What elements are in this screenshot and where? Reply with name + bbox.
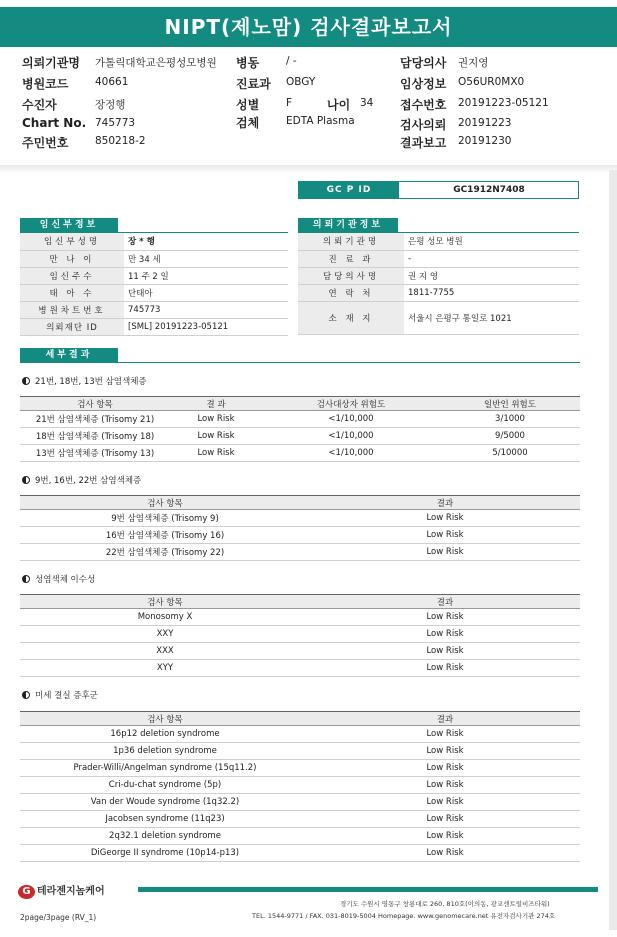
physician: 권지영 [458,57,489,69]
info-key: 의뢰기관명 [298,233,404,250]
table-row [298,233,579,250]
specimen-label: 검체 [236,116,260,130]
ordering-institution-label: 의뢰기관명 [22,56,80,70]
cell: Low Risk [310,828,580,845]
half-circle-icon [22,377,30,385]
table-header [20,595,580,609]
table-header [20,397,580,411]
cell: Monosomy X [20,609,310,626]
table-row [20,643,580,660]
section4-title-text: 미세 결실 증후군 [35,691,98,701]
table-row [20,811,580,828]
table-header [20,712,580,726]
cell: XXY [20,626,310,643]
cell: Low Risk [310,760,580,777]
cell: Low Risk [310,643,580,660]
table-row [298,250,579,267]
table-row [20,250,288,267]
cell: 16번 삼염색체증 (Trisomy 16) [20,527,310,544]
column-header: 결과 [310,712,580,726]
table-row [20,428,580,445]
clinical-info: O56UR0MX0 [458,76,525,88]
department: OBGY [286,76,316,88]
table-row [20,318,288,335]
cell: Low Risk [170,411,262,428]
cell: Low Risk [310,845,580,862]
info-value: 권 지 영 [404,267,579,284]
table-row [20,726,580,743]
info-key: 소 재 지 [298,301,404,334]
table-row [20,626,580,643]
info-value: 은평 성모 병원 [404,233,579,250]
footer-address: 경기도 수원시 영통구 창룡대로 260, 810호(이의동, 광교센트럴비즈타워) [340,900,550,908]
pregnant-info-heading: 임신부정보 [20,218,118,232]
cell: Prader-Willi/Angelman syndrome (15q11.2) [20,760,310,777]
physician-label: 담당의사 [400,56,447,70]
cell: Low Risk [170,445,262,462]
report-header [0,48,617,164]
cell: Low Risk [310,777,580,794]
cell: 2q32.1 deletion syndrome [20,828,310,845]
table-row [20,794,580,811]
info-key: 의뢰재단 ID [20,318,124,335]
info-value: 만 34 세 [124,250,288,267]
department-label: 진료과 [236,77,271,91]
info-key: 담당의사명 [298,267,404,284]
table-row [20,267,288,284]
footer-contact: TEL. 1544-9771 / FAX. 031-8019-5004 Homepage. www.genomecare.net 유전자검사기관 274호 [252,912,556,920]
table-row [20,828,580,845]
section3-title [22,573,95,585]
cell: Low Risk [310,811,580,828]
table-row [298,284,579,301]
chart-no-label: Chart No. [22,116,87,130]
cell: Low Risk [170,428,262,445]
table-row [20,609,580,626]
cell: <1/10,000 [262,445,440,462]
clinical-info-label: 임상정보 [400,77,447,91]
resident-no-label: 주민번호 [22,136,69,150]
cell: Low Risk [310,626,580,643]
table-row [20,544,580,561]
specimen: EDTA Plasma [286,115,355,127]
cell: 5/10000 [440,445,580,462]
cell: Low Risk [310,794,580,811]
table-row [20,510,580,527]
column-header: 검사 항목 [20,712,310,726]
column-header: 검사 항목 [20,496,310,510]
table-row [20,777,580,794]
cell: 22번 삼염색체증 (Trisomy 22) [20,544,310,561]
cell: 13번 삼염색체증 (Trisomy 13) [20,445,170,462]
info-value: - [404,250,579,267]
table-row [20,527,580,544]
column-header: 검사 항목 [20,397,170,411]
detail-heading: 세부결과 [20,348,118,362]
sex: F [286,97,293,109]
info-value: 장 * 행 [124,233,288,250]
half-circle-icon [22,691,30,699]
cell: Low Risk [310,743,580,760]
sex-label: 성별 [236,98,260,112]
age-label: 나이 [327,98,351,112]
section2-title-text: 9번, 16번, 22번 삼염색체증 [35,476,142,486]
cell: 16p12 deletion syndrome [20,726,310,743]
section1-table [20,396,580,462]
cell: 9/5000 [440,428,580,445]
section3-table [20,594,580,677]
cell: 21번 삼염색체증 (Trisomy 21) [20,411,170,428]
section1-title-text: 21번, 18번, 13번 삼염색체증 [35,377,147,387]
pregnant-info-table [20,233,288,336]
section4-title [22,689,98,701]
collector-label: 수진자 [22,98,57,112]
hospital-code-label: 병원코드 [22,77,69,91]
report-date-label: 결과보고 [400,136,447,150]
ordering-institution: 가톨릭대학교은평성모병원 [95,57,217,69]
cell: XYY [20,660,310,677]
cell: Low Risk [310,544,580,561]
info-key: 만 나 이 [20,250,124,267]
institution-info-table [298,233,579,335]
cell: Jacobsen syndrome (11q23) [20,811,310,828]
table-header [20,496,580,510]
section3-title-text: 성염색체 이수성 [35,575,96,585]
column-header: 검사 항목 [20,595,310,609]
cell: Low Risk [310,527,580,544]
cell: Low Risk [310,510,580,527]
info-value: 11 주 2 일 [124,267,288,284]
table-row [298,301,579,334]
gcpid-value: GC1912N7408 [453,185,525,195]
table-row [20,660,580,677]
cell: Low Risk [310,609,580,626]
table-row [20,743,580,760]
request-date: 20191223 [458,117,512,129]
info-key: 태 아 수 [20,284,124,301]
detail-rule [20,362,580,363]
gcpid-label: GC P ID [299,182,399,198]
info-value: [SML] 20191223-05121 [124,318,288,335]
table-row [20,445,580,462]
column-header: 검사대상자 위험도 [262,397,440,411]
table-row [20,760,580,777]
table-row [20,845,580,862]
info-key: 진 료 과 [298,250,404,267]
info-key: 임신부성명 [20,233,124,250]
hospital-code: 40661 [95,76,129,88]
table-row [20,233,288,250]
report-date: 20191230 [458,135,512,147]
company-logo [18,882,105,899]
resident-no: 850218-2 [95,135,146,147]
table-row [20,411,580,428]
reception-no-label: 접수번호 [400,98,447,112]
info-key: 임신주수 [20,267,124,284]
half-circle-icon [22,476,30,484]
ward: / - [286,55,297,67]
info-value: 745773 [124,301,288,318]
table-row [298,267,579,284]
cell: XXX [20,643,310,660]
cell: 3/1000 [440,411,580,428]
cell: Cri-du-chat syndrome (5p) [20,777,310,794]
collector: 장정행 [95,99,126,111]
footer-rule [138,887,598,892]
section4-table [20,711,580,862]
cell: 9번 삼염색체증 (Trisomy 9) [20,510,310,527]
cell: Van der Woude syndrome (1q32.2) [20,794,310,811]
cell: 18번 삼염색체증 (Trisomy 18) [20,428,170,445]
column-header: 결 과 [170,397,262,411]
info-value: 1811-7755 [404,284,579,301]
cell: <1/10,000 [262,411,440,428]
table-row [20,284,288,301]
institution-info-heading: 의뢰기관정보 [298,218,398,232]
page-title: NIPT(제노맘) 검사결과보고서 [0,7,617,47]
section1-title [22,375,147,387]
scrollbar[interactable] [609,170,617,930]
info-key: 연 락 처 [298,284,404,301]
cell: DiGeorge II syndrome (10p14-p13) [20,845,310,862]
logo-text: 테라젠지놈케어 [37,886,105,897]
info-value: 서울시 은평구 통일로 1021 [404,301,579,334]
page-indicator: 2page/3page (RV_1) [20,913,97,922]
age: 34 [360,97,374,109]
column-header: 일반인 위험도 [440,397,580,411]
table-row [20,301,288,318]
cell: Low Risk [310,660,580,677]
ward-label: 병동 [236,56,260,70]
header-divider [0,165,617,173]
info-key: 병원차트번호 [20,301,124,318]
gcpid-box [298,181,579,199]
section2-title [22,474,141,486]
column-header: 결과 [310,595,580,609]
logo-g-icon: G [18,885,35,899]
cell: 1p36 deletion syndrome [20,743,310,760]
cell: Low Risk [310,726,580,743]
cell: <1/10,000 [262,428,440,445]
half-circle-icon [22,575,30,583]
column-header: 결과 [310,496,580,510]
chart-no: 745773 [95,117,136,129]
request-date-label: 검사의뢰 [400,118,447,132]
info-value: 단태아 [124,284,288,301]
reception-no: 20191223-05121 [458,97,549,109]
section2-table [20,495,580,561]
